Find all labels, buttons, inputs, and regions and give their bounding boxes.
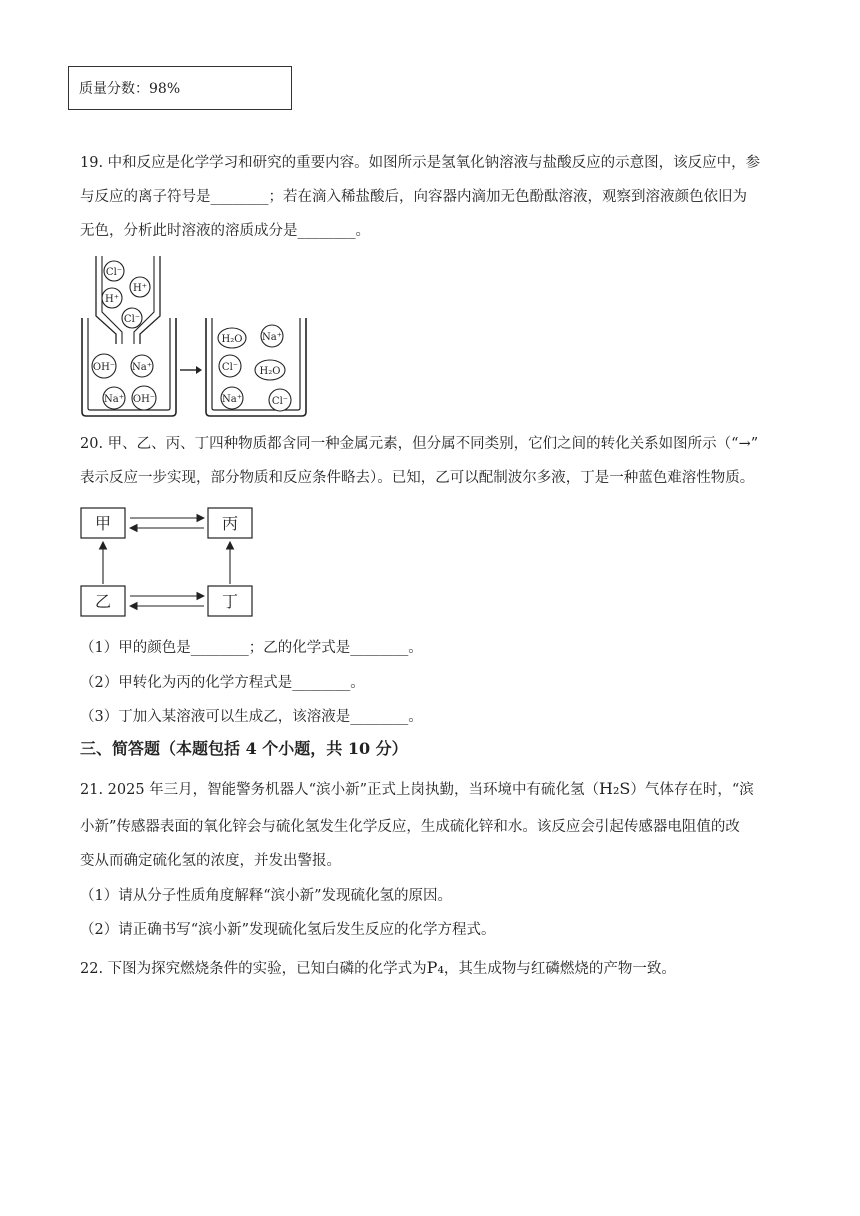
svg-text:OH⁻: OH⁻ <box>132 394 156 405</box>
q21-line1-b: ）气体存在时，“滨 <box>630 782 754 798</box>
svg-text:Cl⁻: Cl⁻ <box>221 362 239 373</box>
q21-sub2: （2）请正确书写“滨小新”发现硫化氢后发生反应的化学方程式。 <box>80 922 496 938</box>
q20-line2: 表示反应一步实现，部分物质和反应条件略去）。已知，乙可以配制波尔多液，丁是一种蓝色难溶性物质。 <box>80 470 755 486</box>
svg-text:Na⁺: Na⁺ <box>132 362 152 373</box>
box-bing <box>208 508 252 538</box>
left-ion-1 <box>92 354 116 378</box>
q21-line2: 小新”传感器表面的氧化锌会与硫化氢发生化学反应，生成硫化锌和水。该反应会引起传感器电阻值的改 <box>80 819 740 835</box>
neutralization-figure <box>78 252 318 422</box>
dropper-ion-3 <box>102 288 122 308</box>
svg-text:Na⁺: Na⁺ <box>262 332 282 343</box>
svg-text:H⁺: H⁺ <box>105 294 119 305</box>
svg-text:甲: 甲 <box>94 514 112 533</box>
svg-text:H₂O: H₂O <box>259 366 281 377</box>
q20-sub2: （2）甲转化为丙的化学方程式是________。 <box>80 675 365 691</box>
svg-text:丁: 丁 <box>221 592 239 611</box>
q21-line1-a: 21. 2025 年三月，智能警务机器人“滨小新”正式上岗执勤，当环境中有硫化氢（ <box>80 782 600 798</box>
dropper-ion-2 <box>130 277 150 297</box>
left-ion-4 <box>132 386 156 410</box>
left-ion-2 <box>131 355 153 377</box>
svg-text:乙: 乙 <box>94 592 112 611</box>
svg-text:Na⁺: Na⁺ <box>104 394 124 405</box>
q22-text-b: ，其生成物与红磷燃烧的产物一致。 <box>443 961 676 977</box>
right-ion-5 <box>221 387 243 409</box>
q19-line3: 无色，分析此时溶液的溶质成分是________。 <box>80 223 370 239</box>
q21-line1 <box>80 779 754 800</box>
svg-text:Na⁺: Na⁺ <box>222 394 242 405</box>
svg-text:Cl⁻: Cl⁻ <box>123 314 141 325</box>
h2s-formula: H₂S <box>599 779 631 798</box>
dropper-ion-4 <box>122 308 142 328</box>
q22-line <box>80 958 676 979</box>
svg-text:Cl⁻: Cl⁻ <box>271 396 289 407</box>
box-ding <box>208 586 252 616</box>
p4-formula: P₄ <box>426 958 444 977</box>
box-jia <box>81 508 125 538</box>
q20-sub1: （1）甲的颜色是________；乙的化学式是________。 <box>80 640 423 656</box>
q19-line2: 与反应的离子符号是________；若在滴入稀盐酸后，向容器内滴加无色酚酞溶液，观察到溶液颜色依旧为 <box>80 189 747 205</box>
section3-heading: 三、简答题（本题包括 4 个小题，共 10 分） <box>80 739 408 758</box>
svg-text:OH⁻: OH⁻ <box>92 362 116 373</box>
svg-text:H⁺: H⁺ <box>133 283 147 294</box>
q22-text-a: 22. 下图为探究燃烧条件的实验，已知白磷的化学式为 <box>80 961 427 977</box>
right-ion-4 <box>255 360 285 380</box>
svg-text:丙: 丙 <box>221 514 239 533</box>
q20-line1: 20. 甲、乙、丙、丁四种物质都含同一种金属元素，但分属不同类别，它们之间的转化关系如图所示（“→” <box>80 436 759 452</box>
svg-text:H₂O: H₂O <box>221 334 243 345</box>
conversion-diagram <box>78 504 258 620</box>
left-ion-3 <box>103 387 125 409</box>
q21-line3: 变从而确定硫化氢的浓度，并发出警报。 <box>80 853 341 869</box>
q21-sub1: （1）请从分子性质角度解释“滨小新”发现硫化氢的原因。 <box>80 888 453 904</box>
box-yi <box>81 586 125 616</box>
right-ion-2 <box>261 325 283 347</box>
dropper-ion-1 <box>104 261 124 281</box>
q19-line1: 19. 中和反应是化学学习和研究的重要内容。如图所示是氢氧化钠溶液与盐酸反应的示意图，该反应中，参 <box>80 155 761 171</box>
q20-sub3: （3）丁加入某溶液可以生成乙，该溶液是________。 <box>80 709 423 725</box>
right-ion-3 <box>219 355 241 377</box>
right-ion-6 <box>269 389 291 411</box>
mass-fraction-box: 质量分数：98% <box>68 66 292 110</box>
right-ion-1 <box>218 328 246 348</box>
svg-text:Cl⁻: Cl⁻ <box>105 267 123 278</box>
